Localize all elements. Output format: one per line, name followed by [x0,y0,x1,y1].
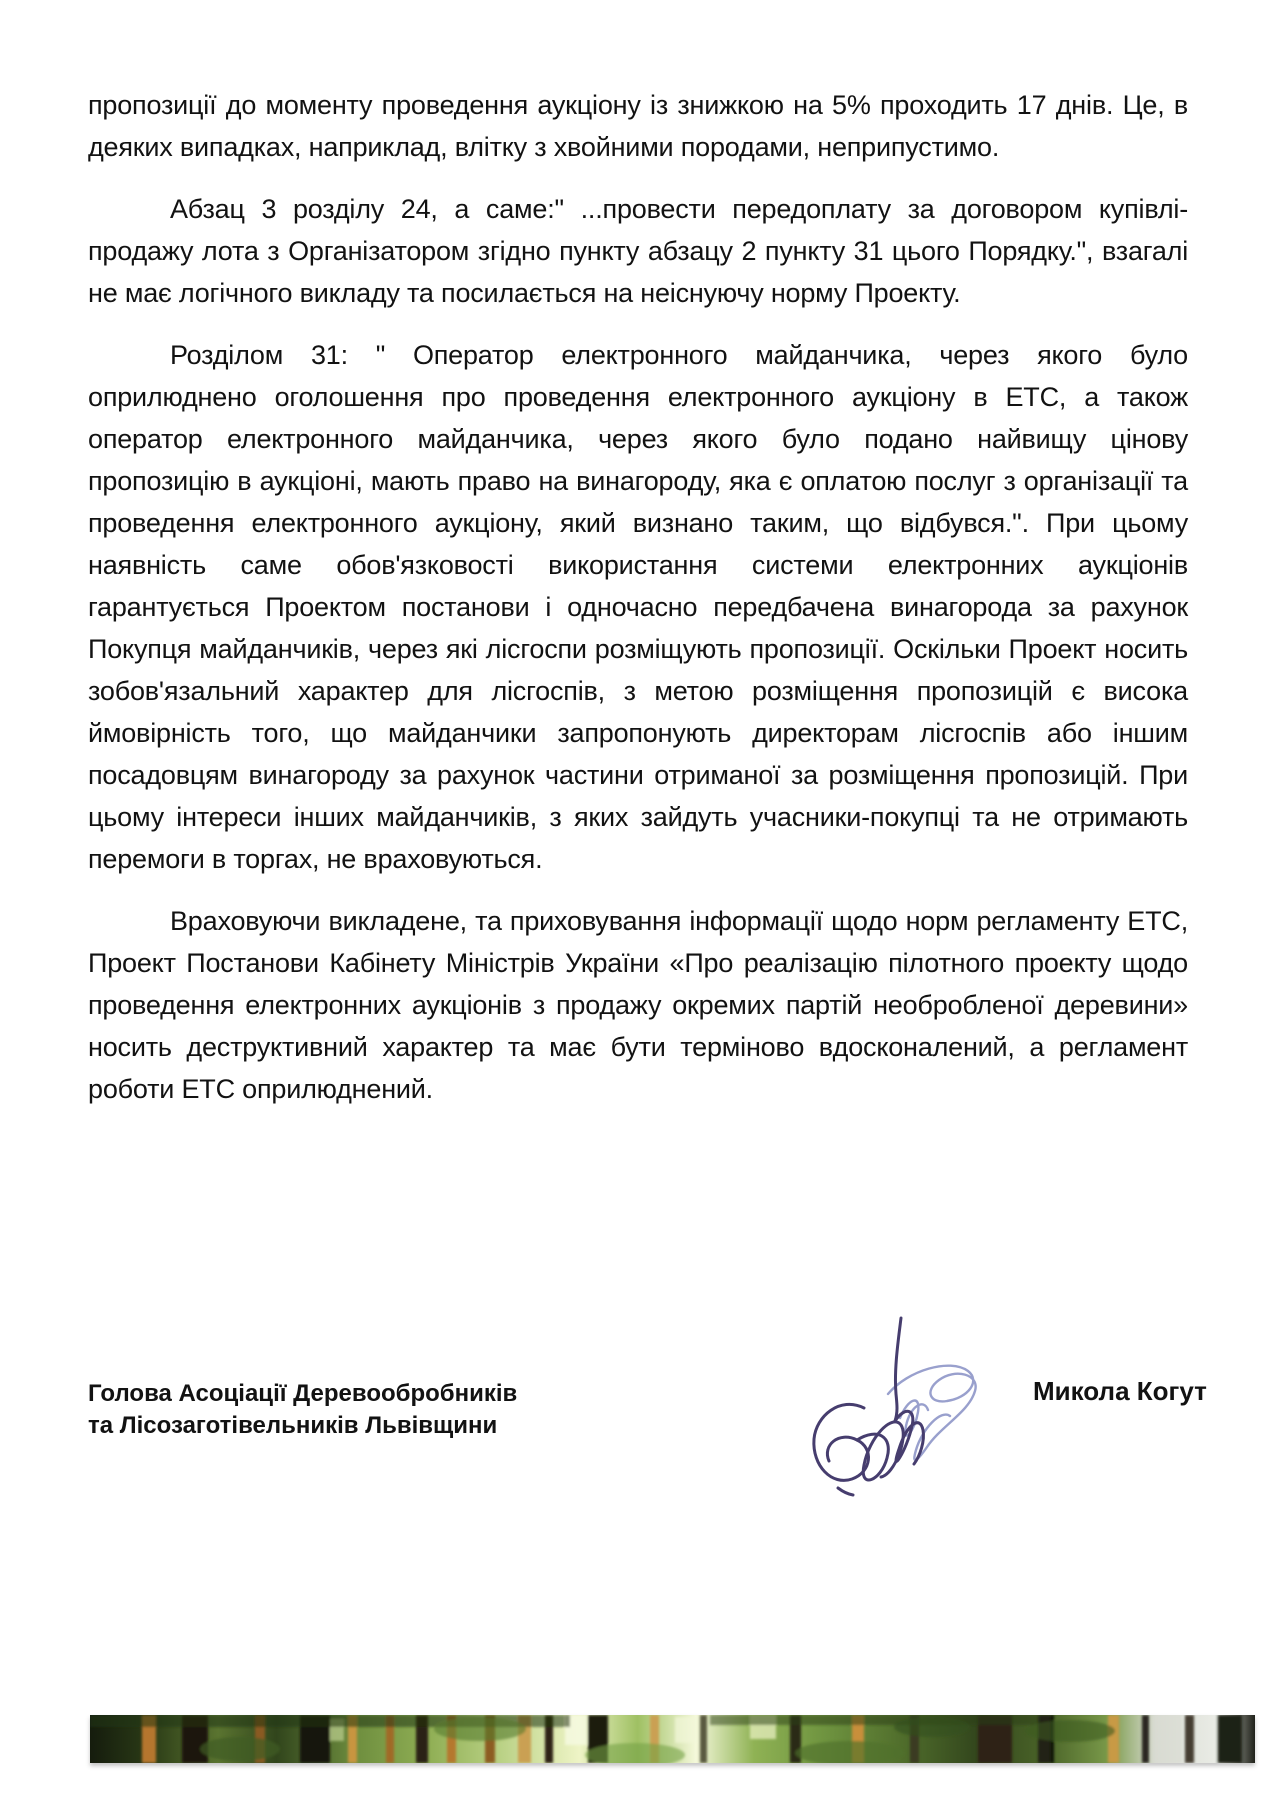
body-paragraph: Враховуючи викладене, та приховування інформації щодо норм регламенту ЕТС, Проект Постанови Кабінету Міністрів України «Про реалізацію пілотного проекту щодо проведення електронних аукціонів з продажу окремих партій необробленої деревини» носить деструктивний характер та має бути терміново вдосконалений, а регламент роботи ЕТС оприлюднений. [88,906,1188,1104]
body-paragraph: Розділом 31: " Оператор електронного майданчика, через якого було оприлюднено оголошення про проведення електронного аукціону в ЕТС, а також оператор електронного майданчика, через якого було подано найвищу цінову пропозицію в аукціоні, мають право на винагороду, яка є оплатою послуг з організації та проведення електронного аукціону, який визнано таким, що відбувся.". При цьому наявність саме обов'язковості використання системи електронних аукціонів гарантується Проектом постанови і одночасно передбачена винагорода за рахунок Покупця майданчиків, через які лісгоспи розміщують пропозиції. Оскільки Проект носить зобов'язальний характер для лісгоспів, з метою розміщення пропозицій є висока ймовірність того, що майданчики запропонують директорам лісгоспів або іншим посадовцям винагороду за рахунок частини отриманої за розміщення пропозицій. При цьому інтереси інших майданчиків, з яких зайдуть учасники-покупці та не отримають перемоги в торгах, не враховуються. [88,340,1188,874]
signatory-name: Микола Когут [1033,1376,1207,1406]
letter-body [88,84,1188,1130]
signatory-title-line2: та Лісозаготівельників Львівщини [88,1412,498,1439]
pine-forest-photo-strip [90,1715,1255,1763]
signatory-title [88,1378,568,1442]
signatory-title-line1: Голова Асоціації Деревообробників [88,1380,518,1407]
body-paragraph: Абзац 3 розділу 24, а саме:" ...провести передоплату за договором купівлі-продажу лота з Організатором згідно пункту абзацу 2 пункту 31 цього Порядку.", взагалі не має логічного викладу та посилається на неіснуючу норму Проекту. [88,194,1188,308]
body-paragraph: пропозиції до моменту проведення аукціону із знижкою на 5% проходить 17 днів. Це, в деяких випадках, наприклад, влітку з хвойними породами, неприпустимо. [88,90,1188,162]
signature-scribble-icon [808,1298,1000,1506]
